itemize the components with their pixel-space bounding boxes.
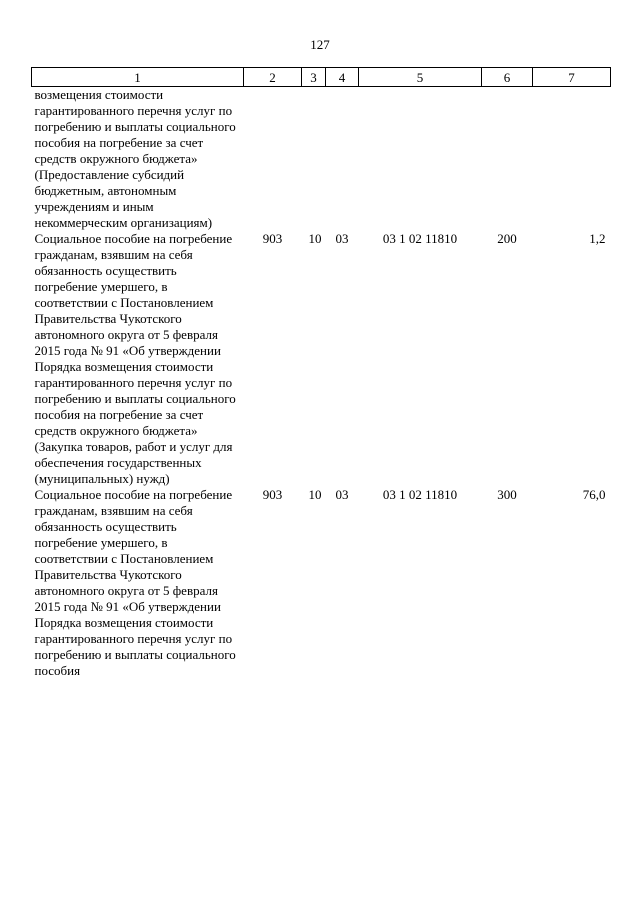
row-col-2 — [244, 87, 302, 232]
row-col-2: 903 — [262, 231, 283, 246]
row-col-5: 03 1 02 11810 — [382, 487, 458, 502]
row-col-6 — [482, 87, 533, 232]
header-col-1: 1 — [32, 68, 244, 87]
header-row — [32, 68, 611, 87]
page-number: 127 — [310, 37, 330, 52]
header-col-7: 7 — [533, 68, 611, 87]
row-description: Социальное пособие на погребение гражданам, взявшим на себя обязанность осуществить погребение умершего, в соответствии с Постановлением Правительства Чукотского автономного округа от 5 февраля 2015 года № 91 «Об утверждении Порядка возмещения стоимости гарантированного перечня услуг по погребению и выплаты социального пособия на погребение за счет средств окружного бюджета» (Закупка товаров, работ и услуг для обеспечения государственных (муниципальных) нужд) — [34, 231, 236, 486]
header-col-3: 3 — [302, 68, 326, 87]
row-col-4 — [326, 87, 359, 232]
header-col-4: 4 — [326, 68, 359, 87]
row-col-3 — [302, 87, 326, 232]
row-col-7: 76,0 — [582, 487, 606, 502]
row-col-2: 903 — [262, 487, 283, 502]
header-col-2: 2 — [244, 68, 302, 87]
table-row — [32, 87, 611, 232]
row-description: возмещения стоимости гарантированного перечня услуг по погребению и выплаты социального пособия на погребение за счет средств окружного бюджета» (Предоставление субсидий бюджетным, автономным учреждениям и иным некоммерческим организациям) — [34, 87, 236, 230]
header-col-6: 6 — [482, 68, 533, 87]
row-col-4: 03 — [335, 487, 349, 502]
row-description: Социальное пособие на погребение гражданам, взявшим на себя обязанность осуществить погребение умершего, в соответствии с Постановлением Правительства Чукотского автономного округа от 5 февраля 2015 года № 91 «Об утверждении Порядка возмещения стоимости гарантированного перечня услуг по погребению и выплаты социального пособия — [34, 487, 236, 678]
row-col-6: 300 — [497, 487, 517, 502]
row-col-5 — [359, 87, 482, 232]
row-col-4: 03 — [335, 231, 349, 246]
row-col-3: 10 — [308, 231, 322, 246]
row-col-7: 1,2 — [589, 231, 606, 246]
row-col-5: 03 1 02 11810 — [382, 231, 458, 246]
row-col-3: 10 — [308, 487, 322, 502]
table-row — [32, 231, 611, 487]
row-col-6: 200 — [497, 231, 517, 246]
budget-table — [31, 67, 611, 679]
table-header — [32, 68, 611, 87]
table-row — [32, 487, 611, 679]
header-col-5: 5 — [359, 68, 482, 87]
row-col-7 — [533, 87, 611, 232]
